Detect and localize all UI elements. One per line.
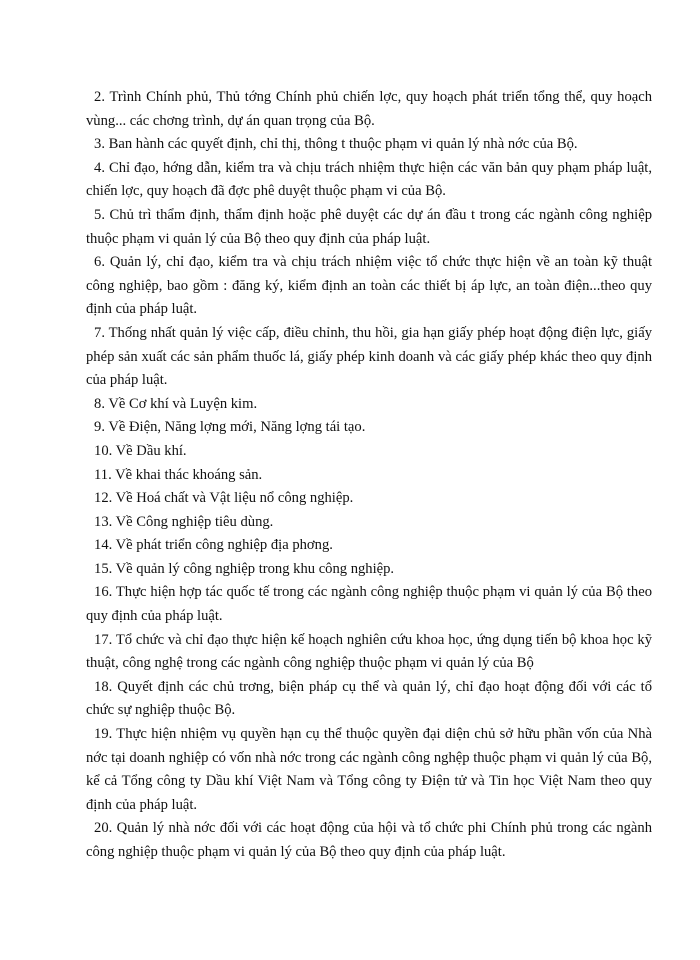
- paragraph-14: 14. Về phát triển công nghiệp địa phơng.: [94, 537, 333, 554]
- paragraph-18: 18. Quyết định các chủ trơng, biện pháp cụ thể và quản lý, chỉ đạo hoạt động đối với các tổ chức sự nghiệp thuộc Bộ.: [86, 678, 652, 719]
- paragraph-2: 2. Trình Chính phủ, Thủ tớng Chính phủ chiến lợc, quy hoạch phát triển tổng thể, quy hoạch vùng... các chơng trình, dự án quan trọng của Bộ.: [86, 89, 652, 129]
- paragraph-4: 4. Chỉ đạo, hớng dẫn, kiểm tra và chịu trách nhiệm thực hiện các văn bản quy phạm pháp luật, chiến lợc, quy hoạch đã đợc phê duyệt thuộc phạm vi của Bộ.: [86, 159, 652, 200]
- paragraph-17: 17. Tổ chức và chỉ đạo thực hiện kế hoạch nghiên cứu khoa học, ứng dụng tiến bộ khoa học kỹ thuật, công nghệ trong các ngành công nghiệp thuộc phạm vi quản lý của Bộ: [86, 631, 652, 672]
- paragraph-3: 3. Ban hành các quyết định, chỉ thị, thông t thuộc phạm vi quản lý nhà nớc của Bộ.: [94, 136, 578, 153]
- paragraph-20: 20. Quản lý nhà nớc đối với các hoạt động của hội và tổ chức phi Chính phủ trong các ngành công nghiệp thuộc phạm vi quản lý của Bộ theo quy định của pháp luật.: [86, 820, 652, 860]
- paragraph-6: 6. Quản lý, chỉ đạo, kiểm tra và chịu trách nhiệm việc tổ chức thực hiện về an toàn kỹ thuật công nghiệp, bao gồm : đăng ký, kiểm định an toàn các thiết bị áp lực, an toàn điện...theo quy định của pháp luật.: [86, 254, 652, 318]
- paragraph-10: 10. Về Dầu khí.: [94, 442, 187, 459]
- paragraph-8: 8. Về Cơ khí và Luyện kim.: [94, 395, 258, 412]
- paragraph-9: 9. Về Điện, Năng lợng mới, Năng lợng tái tạo.: [94, 419, 366, 436]
- paragraph-11: 11. Về khai thác khoáng sản.: [94, 466, 263, 483]
- paragraph-15: 15. Về quản lý công nghiệp trong khu công nghiệp.: [94, 560, 395, 577]
- paragraph-16: 16. Thực hiện hợp tác quốc tế trong các ngành công nghiệp thuộc phạm vi quản lý của Bộ theo quy định của pháp luật.: [86, 584, 652, 625]
- document-body: [86, 86, 652, 865]
- paragraph-12: 12. Về Hoá chất và Vật liệu nổ công nghiệp.: [94, 490, 354, 507]
- paragraph-7: 7. Thống nhất quản lý việc cấp, điều chỉnh, thu hồi, gia hạn giấy phép hoạt động điện lực, giấy phép sản xuất các sản phẩm thuốc lá, giấy phép kinh doanh và các giấy phép khác theo quy định của pháp luật.: [86, 324, 652, 389]
- paragraph-19: 19. Thực hiện nhiệm vụ quyền hạn cụ thể thuộc quyền đại diện chủ sở hữu phần vốn của Nhà nớc tại doanh nghiệp có vốn nhà nớc trong các ngành công nghệp thuộc phạm vi quản lý của Bộ, kể cả Tổng công ty Dầu khí Việt Nam và Tổng công ty Điện tử và Tin học Việt Nam theo quy định của pháp luật.: [86, 726, 652, 813]
- paragraph-13: 13. Về Công nghiệp tiêu dùng.: [94, 513, 274, 530]
- paragraph-5: 5. Chủ trì thẩm định, thẩm định hoặc phê duyệt các dự án đầu t trong các ngành công nghiệp thuộc phạm vi quản lý của Bộ theo quy định của pháp luật.: [86, 206, 652, 247]
